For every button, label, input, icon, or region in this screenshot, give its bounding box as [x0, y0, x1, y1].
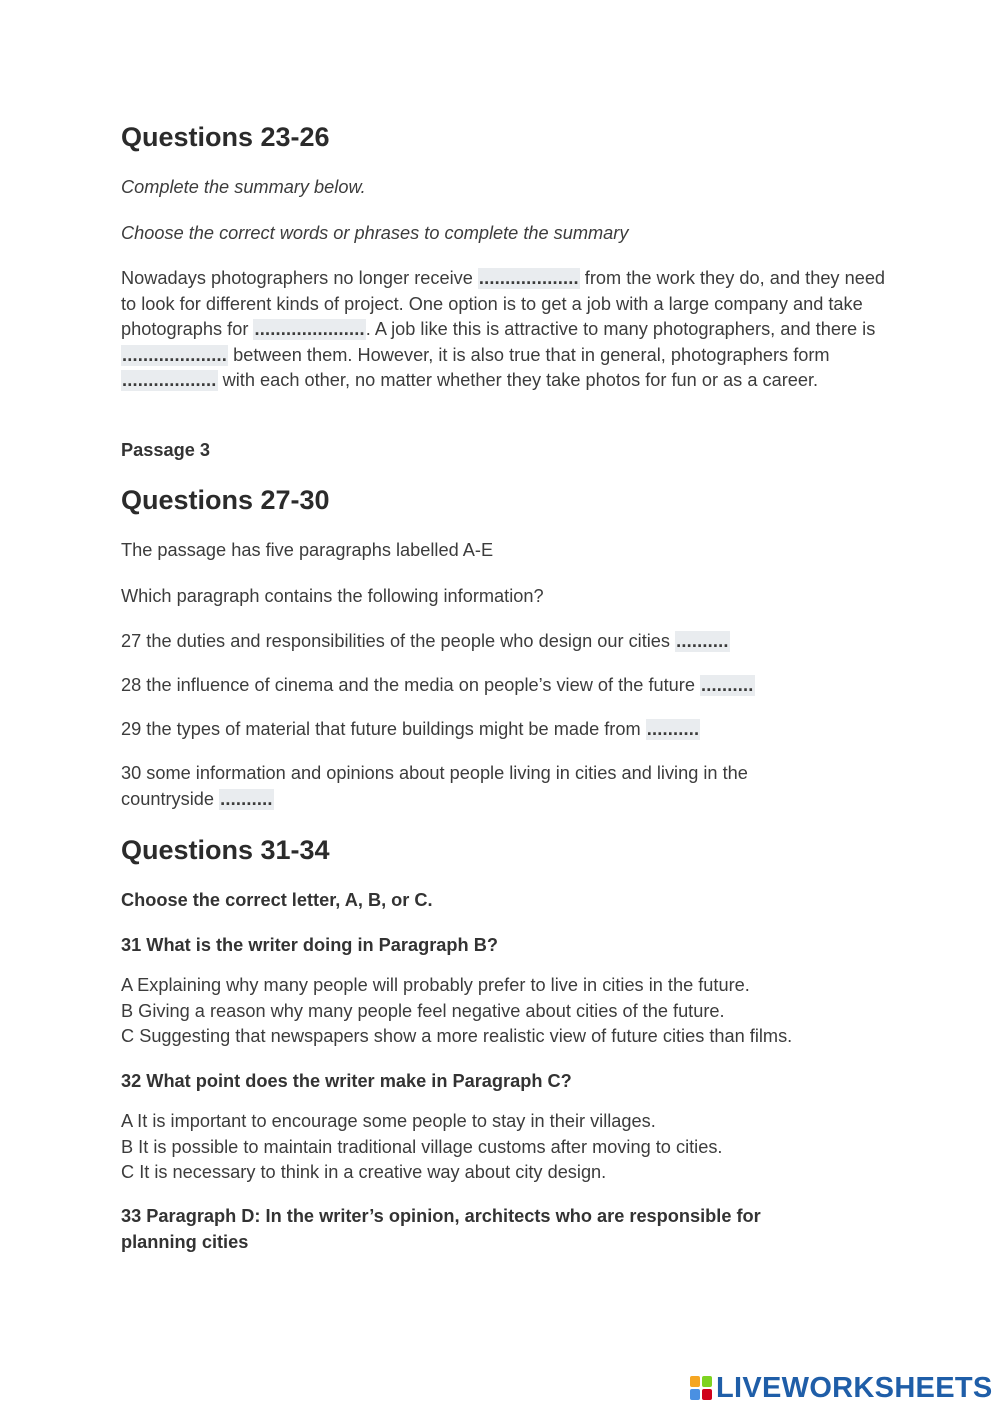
question-33: 33 Paragraph D: In the writer’s opinion, architects who are responsible for planning cities — [121, 1206, 761, 1252]
answer-blank-28[interactable]: .......... — [701, 675, 754, 695]
question-27: 27 the duties and responsibilities of the people who design our cities .......... — [121, 631, 729, 651]
answer-blank-29[interactable]: .......... — [646, 719, 700, 739]
passage-label: Passage 3 — [121, 440, 210, 460]
option-31-b[interactable]: B Giving a reason why many people feel negative about cities of the future. — [121, 1000, 725, 1021]
answer-blank-27[interactable]: .......... — [676, 631, 729, 651]
heading-questions-31-34: Questions 31-34 — [121, 835, 330, 865]
logo-text: LIVEWORKSHEETS — [716, 1372, 993, 1404]
heading-questions-23-26: Questions 23-26 — [121, 122, 330, 152]
summary-blank-25[interactable]: .................... — [122, 344, 228, 365]
option-32-b[interactable]: B It is possible to maintain traditional village customs after moving to cities. — [121, 1136, 723, 1157]
question-30: 30 some information and opinions about people living in cities and living in the countryside .......... — [121, 763, 748, 809]
answer-blank-30[interactable]: .......... — [220, 788, 273, 809]
logo-square-2 — [702, 1376, 712, 1387]
summary-blank-24[interactable]: ..................... — [254, 319, 365, 339]
question-31: 31 What is the writer doing in Paragraph B? — [121, 935, 498, 955]
question-32: 32 What point does the writer make in Paragraph C? — [121, 1071, 572, 1091]
question-31-options — [121, 973, 891, 1050]
summary-blank-26[interactable]: .................. — [122, 370, 217, 390]
question-32-options — [121, 1109, 891, 1186]
logo-square-1 — [690, 1376, 700, 1387]
logo-square-3 — [690, 1389, 700, 1400]
question-28: 28 the influence of cinema and the media on people’s view of the future .......... — [121, 675, 754, 695]
instruction-choose-words: Choose the correct words or phrases to complete the summary — [121, 223, 629, 243]
option-31-c[interactable]: C Suggesting that newspapers show a more realistic view of future cities than films. — [121, 1026, 793, 1046]
option-32-c[interactable]: C It is necessary to think in a creative way about city design. — [121, 1162, 607, 1182]
option-32-a[interactable]: A It is important to encourage some people to stay in their villages. — [121, 1111, 656, 1131]
instruction-complete-summary: Complete the summary below. — [121, 177, 366, 197]
instruction-choose-letter: Choose the correct letter, A, B, or C. — [121, 890, 433, 910]
logo-mark-icon — [690, 1376, 712, 1400]
question-29: 29 the types of material that future buildings might be made from .......... — [121, 719, 700, 739]
option-31-a[interactable]: A Explaining why many people will probably prefer to live in cities in the future. — [121, 975, 750, 995]
intro-paragraphs-labelled: The passage has five paragraphs labelled A-E — [121, 540, 494, 560]
summary-paragraph: Nowadays photographers no longer receive ................... from the work they do, and they need to look for different kinds of project. One option is to get a job with a large company and take photographs for ...................... A job like this is attractive to many photographers, and there is .................... between them. However, it is also true that in general, photographers form .................. with each other, no matter whether they take photos for fun or as a career. — [121, 268, 886, 390]
summary-blank-23[interactable]: ................... — [478, 268, 579, 288]
liveworksheets-logo — [690, 1372, 993, 1404]
logo-square-4 — [702, 1389, 712, 1400]
intro-which-paragraph: Which paragraph contains the following information? — [121, 586, 544, 606]
heading-questions-27-30: Questions 27-30 — [121, 485, 330, 515]
